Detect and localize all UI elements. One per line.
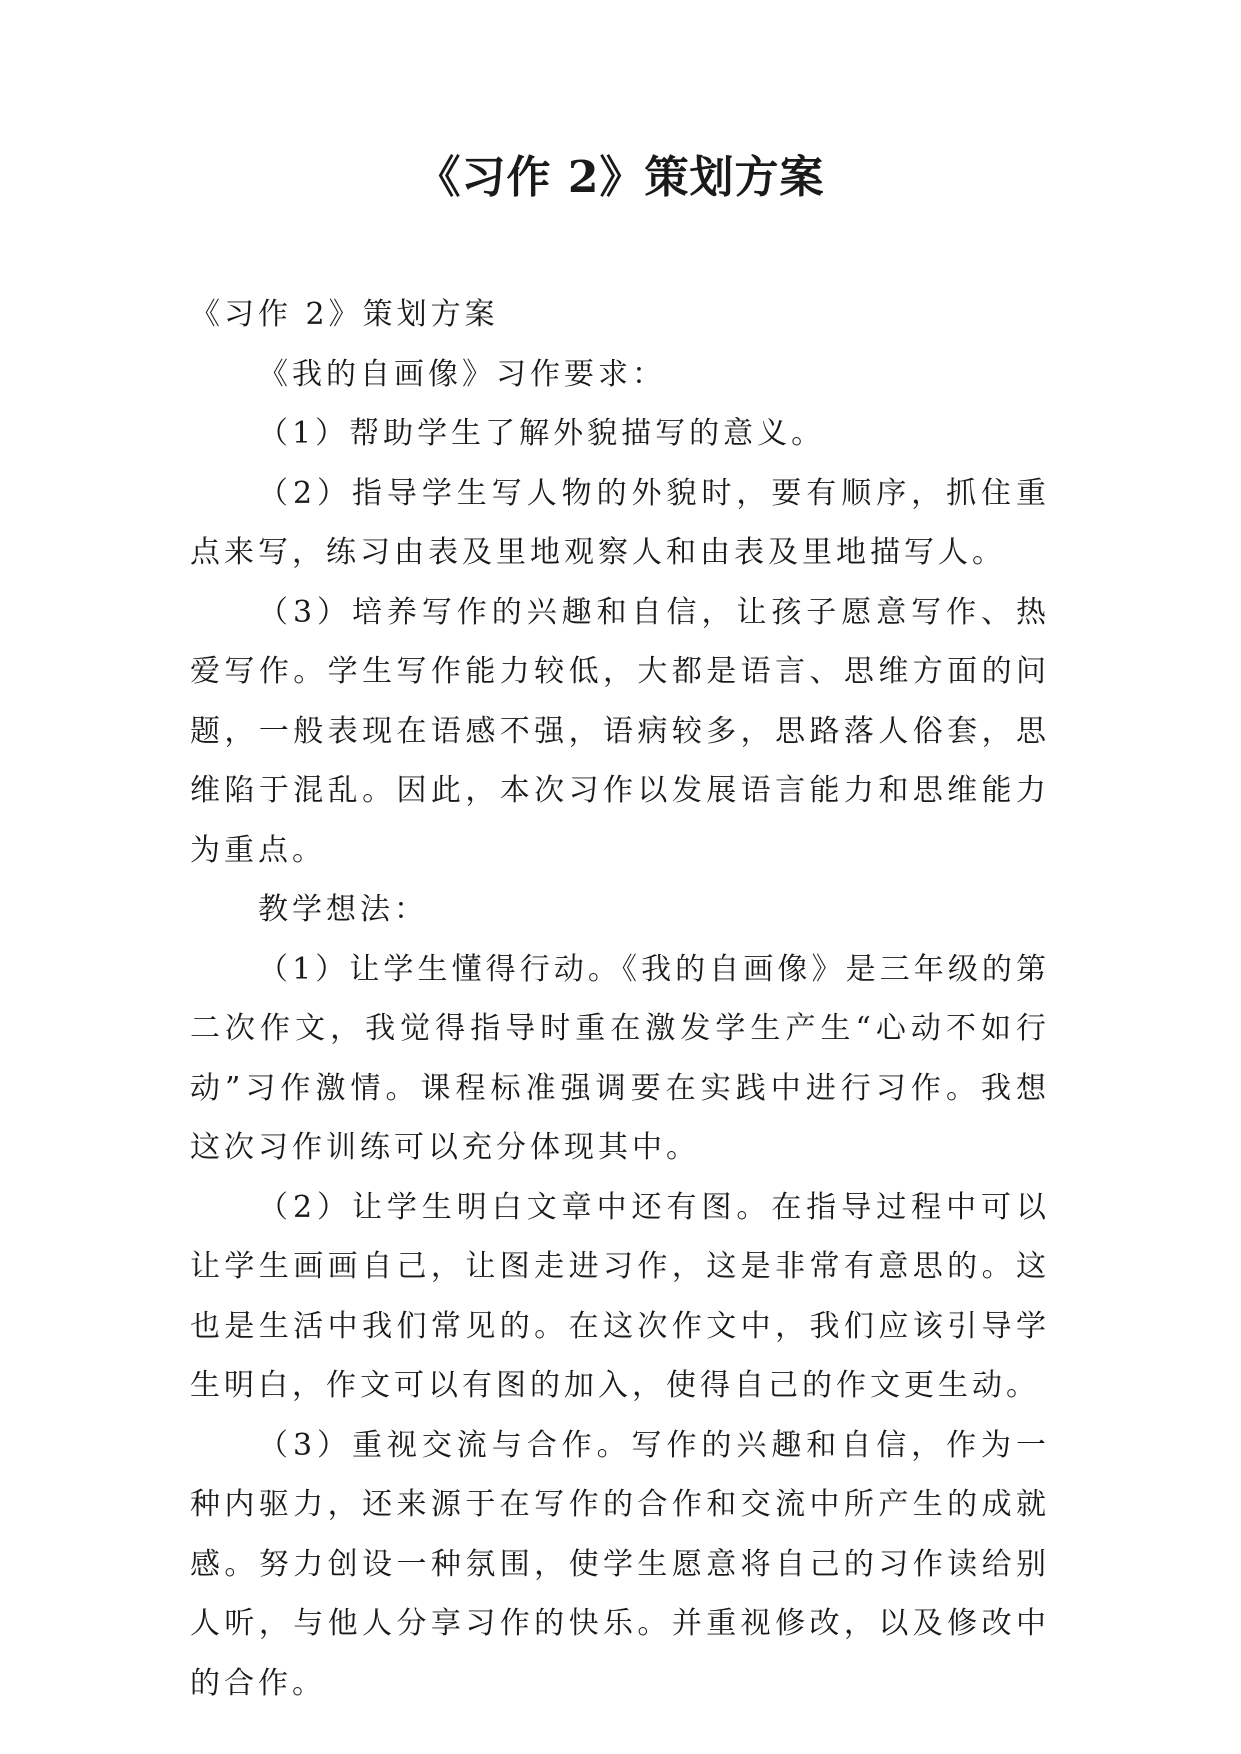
- paragraph-idea-1: （1）让学生懂得行动。《我的自画像》是三年级的第二次作文，我觉得指导时重在激发学生产生“心动不如行动”习作激情。课程标准强调要在实践中进行习作。我想这次习作训练可以充分体现其中。: [190, 951, 1050, 1165]
- paragraph-idea-2: （2）让学生明白文章中还有图。在指导过程中可以让学生画画自己，让图走进习作，这是非常有意思的。这也是生活中我们常见的。在这次作文中，我们应该引导学生明白，作文可以有图的加入，使得自己的作文更生动。: [190, 1189, 1050, 1403]
- paragraph-teaching-ideas-heading: 教学想法：: [258, 892, 428, 927]
- paragraph-requirements-heading: 《我的自画像》习作要求：: [258, 356, 666, 392]
- paragraph-requirement-2: （2）指导学生写人物的外貌时，要有顺序，抓住重点来写，练习由表及里地观察人和由表及里地描写人。: [190, 475, 1050, 570]
- document-title: 《习作 2》策划方案: [416, 152, 825, 203]
- document-body: [190, 285, 1050, 1713]
- paragraph-heading: 《习作 2》策划方案: [190, 297, 499, 332]
- paragraph-requirement-3: （3）培养写作的兴趣和自信，让孩子愿意写作、热爱写作。学生写作能力较低，大都是语言、思维方面的问题，一般表现在语感不强，语病较多，思路落人俗套，思维陷于混乱。因此，本次习作以发展语言能力和思维能力为重点。: [190, 594, 1050, 868]
- paragraph-idea-3: （3）重视交流与合作。写作的兴趣和自信，作为一种内驱力，还来源于在写作的合作和交流中所产生的成就感。努力创设一种氛围，使学生愿意将自己的习作读给别人听，与他人分享习作的快乐。并重视修改，以及修改中的合作。: [190, 1427, 1050, 1701]
- paragraph-requirement-1: （1）帮助学生了解外貌描写的意义。: [258, 416, 826, 451]
